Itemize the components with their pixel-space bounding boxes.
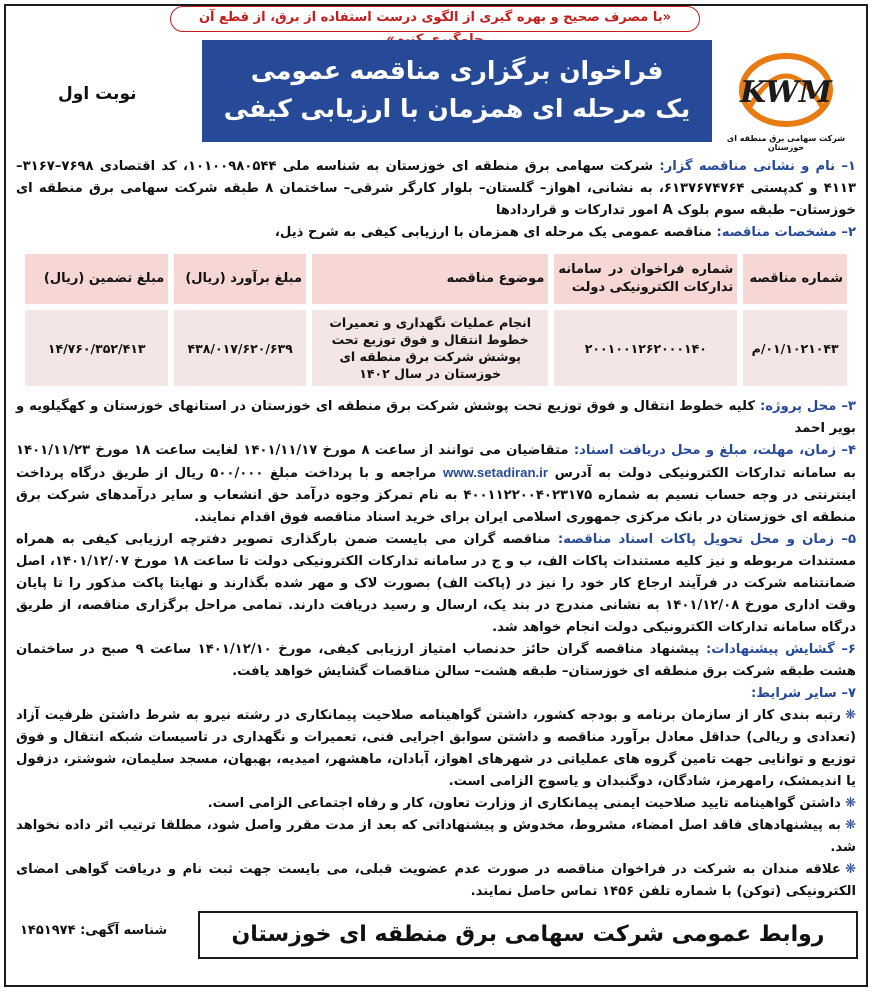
table-header-row (22, 251, 850, 307)
cell-subject: انجام عملیات نگهداری و تعمیرات خطوط انتقال و فوق توزیع تحت پوشش شرکت برق منطقه ای خوزستان در سال ۱۴۰۲ (309, 307, 551, 389)
logo-caption: شرکت سهامی برق منطقه ای خوزستان (726, 134, 846, 152)
section-4 (16, 440, 856, 529)
tender-table (19, 248, 853, 392)
section-3-heading: ۳– محل پروژه: (759, 399, 856, 414)
col-subject: موضوع مناقصه (309, 251, 551, 307)
title-box (202, 40, 712, 142)
logo-mark: KWM (740, 75, 832, 110)
title-line-1: فراخوان برگزاری مناقصه عمومی (250, 56, 664, 85)
cell-estimate: ۴۳۸/۰۱۷/۶۲۰/۶۳۹ (171, 307, 309, 389)
section-5-text: مناقصه گران می بایست ضمن بارگذاری تصویر دفترچه ارزیابی کیفی به همراه مستندات مربوطه و نیز کلیه مستندات پاکات الف، ب و ج در سامانه تدارکات الکترونیکی دولت تا ساعت ۱۸ مورخ ۱۴۰۱/۱۲/۰۷، اصل ضمانتنامه شرکت در فرآیند ارجاع کار خود را نیز در (پاکت الف) بصورت لاک و مهر شده بگذارند و نهایتا پاکت مذکور را تا پایان وقت اداری مورخ ۱۴۰۱/۱۲/۰۸ به نشانی مندرج در بند یک، ارسال و رسید دریافت دارند. تمامی مراحل برگزاری مناقصه، از طریق درگاه سامانه تدارکات الکترونیکی دولت انجام خواهد شد. (16, 532, 856, 635)
col-estimate: مبلغ برآورد (ریال) (171, 251, 309, 307)
section-4-text-b: مراجعه و با پرداخت مبلغ ۵۰۰/۰۰۰ ریال از طریق درگاه پرداخت اینترنتی در وجه حساب نسیم به شماره ۴۰۰۱۱۲۲۰۰۴۰۲۳۱۷۵ به نام تمرکز وجوه درآمد حق انشعاب و سایر درآمدهای شرکت برق منطقه ای خوزستان در بانک مرکزی جمهوری اسلامی ایران برای خرید اسناد مناقصه فوق اقدام نمایند. (16, 466, 856, 525)
col-guarantee: مبلغ تضمین (ریال) (22, 251, 171, 307)
title-line-2: یک مرحله ای همزمان با ارزیابی کیفی (223, 94, 691, 123)
section-5 (16, 529, 856, 639)
condition-text: به پیشنهادهای فاقد اصل امضاء، مشروط، مخدوش و پیشنهاداتی که بعد از مدت مقرر واصل شود، مطلقا ترتیب اثر داده نخواهد شد. (16, 818, 856, 855)
logo-icon (720, 40, 850, 136)
section-1-heading: ۱– نام و نشانی مناقصه گزار: (659, 159, 856, 174)
section-1-text: شرکت سهامی برق منطقه ای خوزستان به شناسه ملی ۱۰۱۰۰۹۸۰۵۴۴، کد اقتصادی ۷۶۹۸–۳۱۶۷–۴۱۱۳ و کدپستی ۶۱۳۷۶۷۴۷۶۴، به نشانی، اهواز– گلستان– بلوار کارگر شرقی– ساختمان ۸ طبقه شرکت سهامی برق منطقه ای خوزستان– طبقه سوم بلوک A امور تدارکات و قراردادها (16, 159, 856, 218)
publisher-box: روابط عمومی شرکت سهامی برق منطقه ای خوزستان (198, 911, 858, 959)
asterisk-icon: ❋ (844, 796, 856, 811)
cell-guarantee: ۱۴/۷۶۰/۳۵۲/۴۱۳ (22, 307, 171, 389)
condition-item (16, 815, 856, 859)
section-6-heading: ۶– گشایش پیشنهادات: (705, 642, 856, 657)
table-row (22, 307, 850, 389)
cell-tender-number: ۰۱/۱۰۲۱۰۴۳/م (740, 307, 850, 389)
header (14, 40, 858, 150)
section-2 (16, 222, 856, 244)
round-label: نوبت اول (58, 84, 137, 104)
condition-text: داشتن گواهینامه تایید صلاحیت ایمنی پیمانکاری از وزارت تعاون، کار و رفاه اجتماعی الزامی است. (207, 796, 841, 811)
section-3-text: کلیه خطوط انتقال و فوق توزیع تحت پوشش شرکت برق منطقه ای خوزستان در استانهای خوزستان و کهگیلویه و بویر احمد (16, 399, 856, 436)
section-6 (16, 639, 856, 683)
section-6-text: پیشنهاد مناقصه گران حائز حدنصاب امتیاز ارزیابی کیفی، مورخ ۱۴۰۱/۱۲/۱۰ ساعت ۹ صبح در ساختمان هشت طبقه شرکت برق منطقه ای خوزستان– طبقه هشت– سالن مناقصات گشایش خواهد یافت. (16, 642, 856, 679)
footer (14, 911, 858, 965)
section-4-heading: ۴– زمان، مهلت، مبلغ و محل دریافت اسناد: (573, 443, 857, 458)
col-tender-number: شماره مناقصه (740, 251, 850, 307)
announcement-body (16, 156, 856, 903)
section-5-heading: ۵– زمان و محل تحویل پاکات اسناد مناقصه: (557, 532, 856, 547)
condition-text: رتبه بندی کار از سازمان برنامه و بودجه کشور، داشتن گواهینامه صلاحیت پیمانکاری در رشته نیرو به شرط داشتن ظرفیت آزاد (تعدادی و ریالی) حداقل معادل برآورد مناقصه و داشتن سوابق اجرایی فنی، تعمیرات و نگهداری در تاسیسات شبکه انتقال و فوق توزیع و توانایی جهت تامین گروه های عملیاتی در شهرهای اهواز، آبادان، ماهشهر، امیدیه، بهبهان، مسجد سلیمان، شوشتر، دزفول یا اندیمشک، رامهرمز، شادگان، دوگنبدان و یاسوج الزامی است. (16, 708, 856, 789)
cell-call-number: ۲۰۰۱۰۰۱۲۶۲۰۰۰۱۴۰ (551, 307, 740, 389)
company-logo (720, 40, 850, 148)
setad-link[interactable]: www.setadiran.ir (442, 465, 548, 480)
section-2-text: مناقصه عمومی یک مرحله ای همزمان با ارزیابی کیفی به شرح ذیل، (274, 225, 717, 240)
section-7-heading: ۷– سایر شرایط: (751, 686, 856, 701)
section-3 (16, 396, 856, 440)
condition-text: علاقه مندان به شرکت در فراخوان مناقصه در صورت عدم عضویت قبلی، می بایست جهت ثبت نام و دریافت گواهی امضای الکترونیکی (توکن) با شماره تلفن ۱۴۵۶ تماس حاصل نمایند. (16, 862, 856, 899)
ad-id: شناسه آگهی: ۱۴۵۱۹۷۴ (20, 923, 168, 938)
condition-item (16, 793, 856, 815)
condition-item (16, 705, 856, 793)
section-2-heading: ۲– مشخصات مناقصه: (716, 225, 856, 240)
asterisk-icon: ❋ (844, 818, 856, 833)
top-note: «با مصرف صحیح و بهره گیری از الگوی درست استفاده از برق، از قطع آن (170, 6, 700, 32)
condition-item (16, 859, 856, 903)
section-4-text-a: متقاضیان می توانند از ساعت ۸ مورخ ۱۴۰۱/۱۱/۱۷ لغایت ساعت ۱۸ مورخ ۱۴۰۱/۱۱/۲۳ به سامانه تدارکات الکترونیکی دولت به آدرس (16, 443, 856, 481)
section-7 (16, 683, 856, 705)
asterisk-icon: ❋ (844, 862, 856, 877)
col-call-number: شماره فراخوان در سامانه تدارکات الکترونیکی دولت (551, 251, 740, 307)
asterisk-icon: ❋ (844, 708, 856, 723)
section-1 (16, 156, 856, 222)
